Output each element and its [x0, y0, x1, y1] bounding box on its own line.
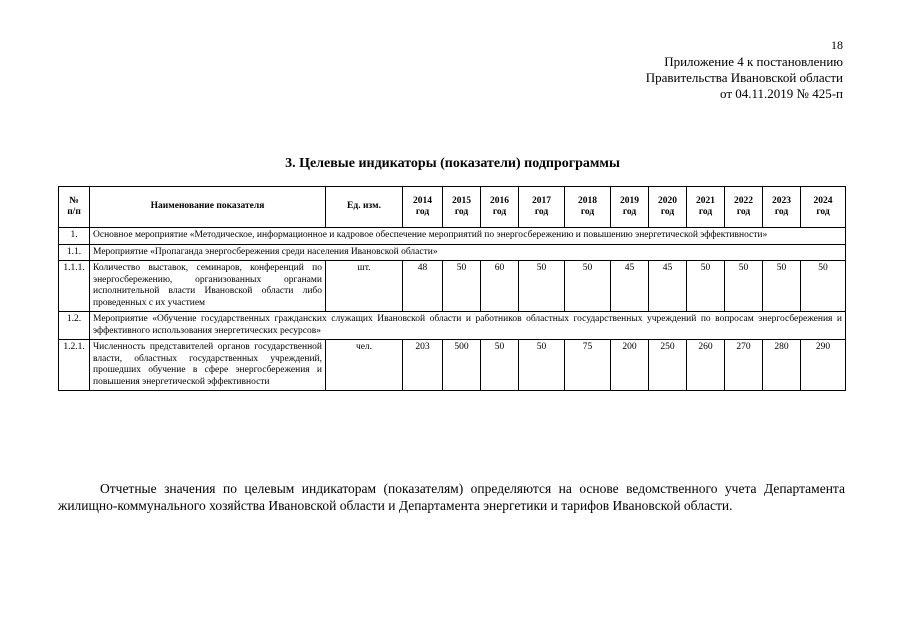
row-num: 1.2.: [59, 312, 90, 340]
table-row: [59, 244, 846, 261]
indicators-table: [58, 186, 846, 391]
header-year: 2017 год: [519, 187, 565, 228]
row-value: 45: [649, 261, 687, 312]
header-year: 2019 год: [611, 187, 649, 228]
row-value: 203: [403, 340, 443, 391]
row-value: 50: [763, 261, 801, 312]
row-value: 50: [443, 261, 481, 312]
row-unit: шт.: [326, 261, 403, 312]
table-header-row: [59, 187, 846, 228]
table-row: [59, 261, 846, 312]
header-year: 2015 год: [443, 187, 481, 228]
row-value: 270: [725, 340, 763, 391]
row-num: 1.1.1.: [59, 261, 90, 312]
appendix-line: Приложение 4 к постановлению: [664, 54, 843, 69]
header-unit: Ед. изм.: [326, 187, 403, 228]
header-name: Наименование показателя: [90, 187, 326, 228]
header-year: 2014 год: [403, 187, 443, 228]
reporting-note: Отчетные значения по целевым индикаторам (показателям) определяются на основе ведомственного учета Департамента жилищно-коммунального хозяйства Ивановской области и Департамента энергетики и тарифов Ивановской области.: [58, 481, 845, 513]
row-name: Численность представителей органов государственной власти, областных государственных учреждений, прошедших обучение в сфере энергосбережения и повышения энергетической эффективности: [90, 340, 326, 391]
page-number: 18: [831, 38, 843, 52]
appendix-reference: [646, 54, 843, 102]
row-value: 280: [763, 340, 801, 391]
header-year: 2022 год: [725, 187, 763, 228]
row-value: 260: [687, 340, 725, 391]
row-value: 60: [481, 261, 519, 312]
header-year: 2020 год: [649, 187, 687, 228]
appendix-line: от 04.11.2019 № 425-п: [720, 86, 843, 101]
row-num: 1.2.1.: [59, 340, 90, 391]
table-row: [59, 340, 846, 391]
row-value: 50: [801, 261, 846, 312]
row-num: 1.1.: [59, 244, 90, 261]
section-title: 3. Целевые индикаторы (показатели) подпрограммы: [285, 156, 620, 171]
row-value: 500: [443, 340, 481, 391]
row-value: 48: [403, 261, 443, 312]
row-text: Мероприятие «Обучение государственных гражданских служащих Ивановской области и работников областных государственных учреждений по вопросам энергосбережения и эффективного использования энергетических ресурсов»: [90, 312, 846, 340]
row-value: 250: [649, 340, 687, 391]
table-row: [59, 312, 846, 340]
row-value: 50: [481, 340, 519, 391]
row-value: 50: [725, 261, 763, 312]
row-value: 50: [687, 261, 725, 312]
row-text: Мероприятие «Пропаганда энергосбережения среди населения Ивановской области»: [90, 244, 846, 261]
header-year: 2024 год: [801, 187, 846, 228]
row-unit: чел.: [326, 340, 403, 391]
table-row: [59, 228, 846, 245]
row-value: 200: [611, 340, 649, 391]
row-text: Основное мероприятие «Методическое, информационное и кадровое обеспечение мероприятий по энергосбережению и повышению энергетической эффективности»: [90, 228, 846, 245]
row-value: 75: [565, 340, 611, 391]
row-value: 50: [565, 261, 611, 312]
row-num: 1.: [59, 228, 90, 245]
appendix-line: Правительства Ивановской области: [645, 70, 843, 85]
header-year: 2016 год: [481, 187, 519, 228]
row-value: 50: [519, 340, 565, 391]
row-value: 290: [801, 340, 846, 391]
header-year: 2018 год: [565, 187, 611, 228]
header-year: 2021 год: [687, 187, 725, 228]
row-value: 45: [611, 261, 649, 312]
row-name: Количество выставок, семинаров, конференций по энергосбережению, организованных органами исполнительной власти Ивановской области либо проведенных с их участием: [90, 261, 326, 312]
header-num: № п/п: [59, 187, 90, 228]
row-value: 50: [519, 261, 565, 312]
header-year: 2023 год: [763, 187, 801, 228]
